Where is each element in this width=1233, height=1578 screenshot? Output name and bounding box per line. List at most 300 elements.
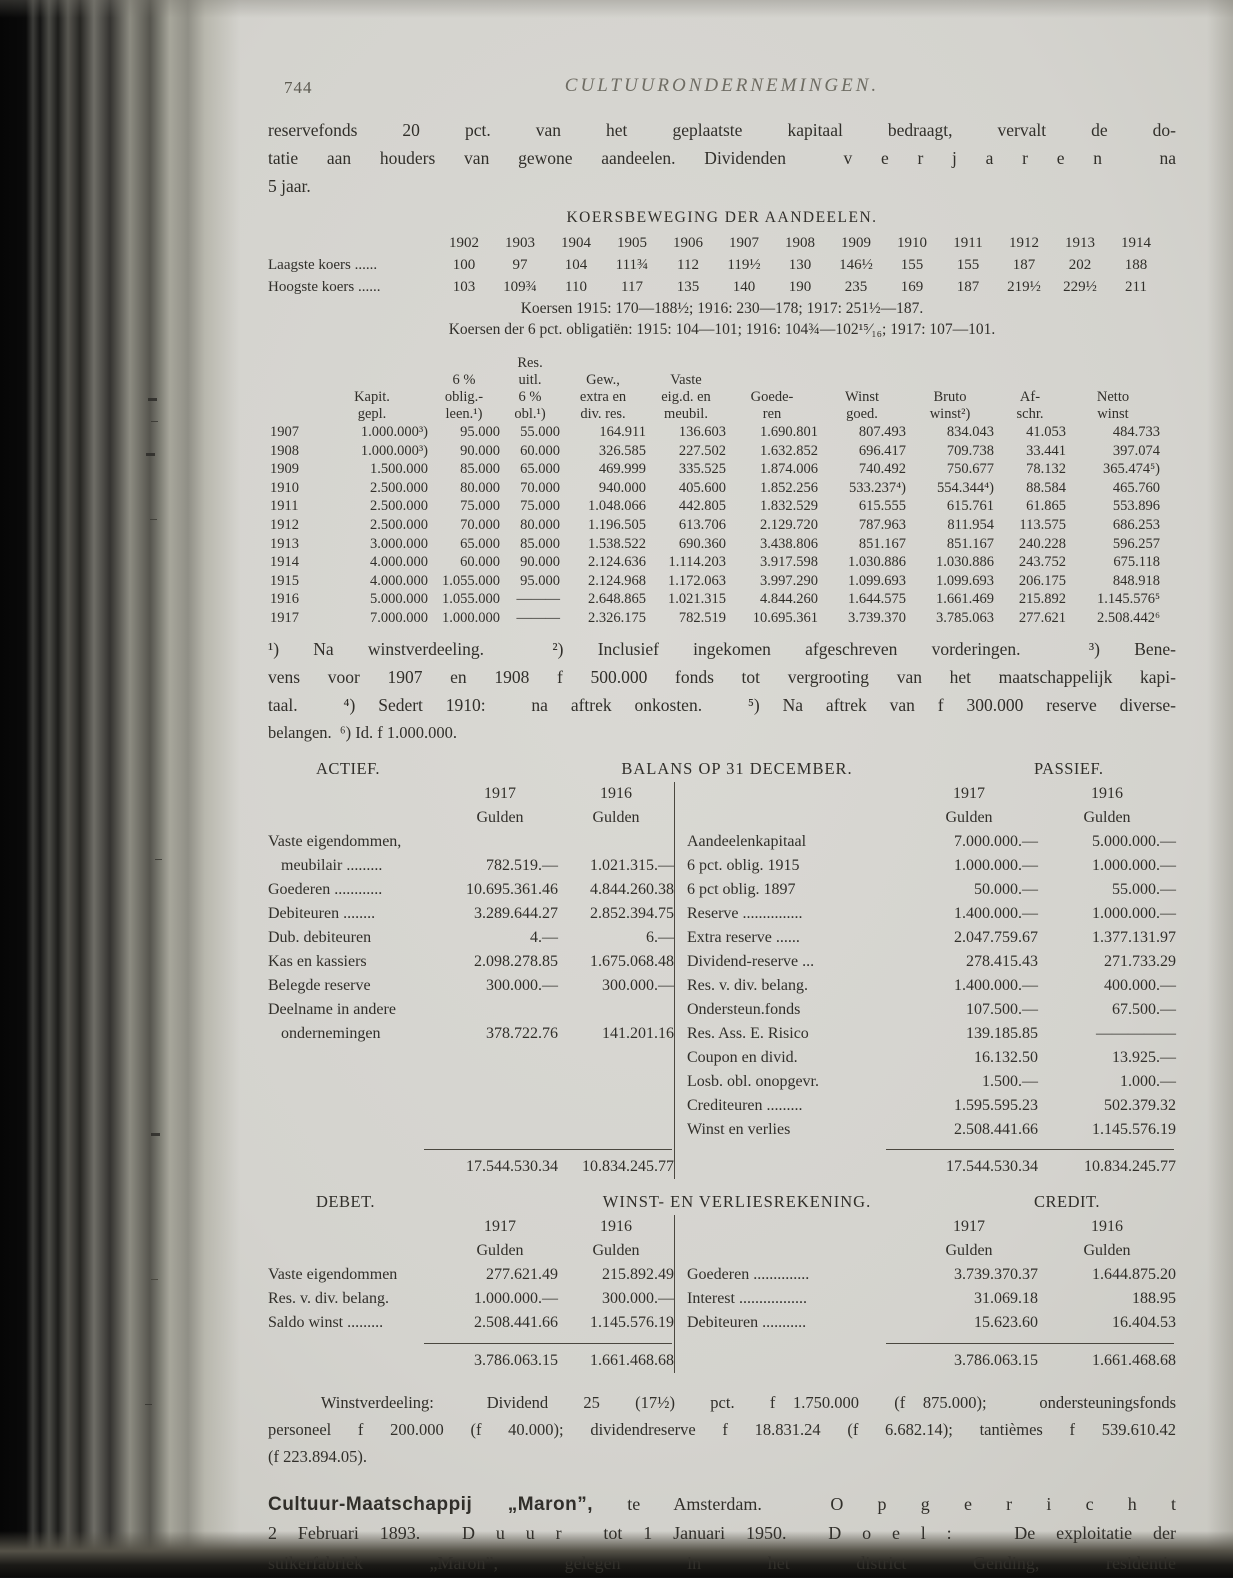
jaar-value: 615.761: [946, 498, 994, 515]
koers-year: 1909: [841, 235, 871, 251]
footnote-line: vens voor 1907 en 1908 f 500.000 fonds tot vergrooting van het maatschappelijk kapi-: [268, 666, 1176, 687]
jaar-year-spacer: [268, 372, 316, 389]
jaar-value: 740.492: [858, 461, 906, 478]
balans-body: [268, 782, 1176, 1179]
koers-value: 109¾: [503, 279, 537, 295]
fin-value-1917: 1.000.000.—: [954, 856, 1038, 874]
jaar-value: 686.253: [1112, 516, 1160, 533]
fin-label: Ondersteun.fonds: [687, 1000, 801, 1018]
jaar-data-row: [268, 497, 1176, 516]
koers-year: 1905: [617, 235, 647, 251]
jaar-header-cell: leen.¹): [445, 406, 483, 422]
jaar-value: 2.648.865: [588, 591, 646, 608]
jaar-value: 1.690.801: [760, 424, 818, 440]
koers-value: 112: [677, 257, 699, 273]
rule-line: [886, 1343, 1174, 1344]
debet-year-header: [268, 1215, 674, 1239]
fin-label: Crediteuren .........: [687, 1096, 803, 1114]
jaar-value: 484.733: [1112, 424, 1160, 440]
jaar-value: 553.896: [1112, 498, 1160, 515]
jaar-header-cell: goed.: [846, 406, 878, 422]
jaar-value: 80.000: [520, 516, 560, 533]
fin-value-1916: 1.000.—: [1120, 1072, 1176, 1090]
fin-row: [268, 998, 674, 1022]
koers-value: 211: [1125, 279, 1147, 295]
credit-total-1917: 3.786.063.15: [954, 1351, 1038, 1369]
jaar-value: 2.326.175: [588, 609, 646, 626]
gulden-label: Gulden: [592, 808, 640, 826]
jaar-value: ———: [516, 609, 560, 626]
jaar-header-cell: ren: [762, 406, 782, 422]
fin-row: [687, 1287, 1176, 1311]
fin-row: [687, 926, 1176, 950]
fin-value: [442, 998, 558, 1022]
winstverdeeling-line: (f 223.894.05).: [268, 1446, 367, 1466]
jaar-value: 1.852.256: [760, 479, 818, 496]
fin-value-1916: 4.844.260.38: [590, 880, 674, 898]
jaar-value: 696.417: [858, 442, 906, 459]
jaar-header-cell: [906, 355, 994, 372]
jaar-header-cell: [906, 372, 994, 389]
actief-gulden-header: [268, 806, 674, 830]
jaar-value: 240.228: [1018, 535, 1066, 552]
fin-label: Debiteuren ...........: [687, 1313, 807, 1331]
scan-artifact-specks: [148, 398, 157, 401]
fin-value: [442, 830, 558, 854]
jaar-value: 95.000: [460, 424, 500, 440]
jaar-header-cell: Vaste: [670, 372, 702, 388]
koers-laagste-row: [268, 254, 1176, 276]
jaar-value: 90.000: [460, 442, 500, 459]
credit-total-1916: 1.661.468.68: [1092, 1351, 1176, 1369]
jaar-data-row: [268, 535, 1176, 554]
footnote-line: taal. ⁴) Sedert 1910: na aftrek onkosten. ⁵) Na aftrek van f 300.000 reserve diverse-: [268, 694, 1176, 715]
fin-value-1916: 300.000.—: [602, 1289, 674, 1307]
maron-line-2: 2 Februari 1893. D u u r tot 1 Januari 1950. D o e l : De exploitatie der: [268, 1523, 1176, 1544]
debet-total-row: [268, 1349, 674, 1373]
jaar-value: 807.493: [858, 424, 906, 440]
fin-label: Losb. obl. onopgevr.: [687, 1072, 819, 1090]
jaar-value: 1.114.203: [668, 554, 726, 571]
passief-col-1917: 1917: [953, 784, 985, 802]
jaar-value: 2.129.720: [760, 516, 818, 533]
jaar-header-cell: 6 %: [452, 372, 476, 388]
jaar-value: 397.074: [1112, 442, 1160, 459]
fin-label: ondernemingen: [281, 1024, 381, 1042]
fin-value-1916: 1.145.576.19: [590, 1313, 674, 1331]
jaar-value: 2.500.000: [370, 498, 428, 515]
debet-gulden-header: [268, 1239, 674, 1263]
passief-year-header: [687, 782, 1176, 806]
jaar-value: 4.844.260: [760, 591, 818, 608]
jaar-header-cell: [560, 355, 646, 372]
gulden-label: Gulden: [945, 808, 993, 826]
fin-row: [268, 1311, 674, 1335]
spacer: [687, 806, 900, 830]
intro-line: reservefonds 20 pct. van het geplaatste kapitaal bedraagt, vervalt de do-: [268, 120, 1176, 140]
koers-value: 235: [844, 279, 868, 295]
jaar-value: 1.172.063: [668, 572, 726, 589]
spacer: [687, 782, 900, 806]
fin-value-1916: 13.925.—: [1112, 1048, 1176, 1066]
fin-value-1917: 782.519.—: [486, 856, 558, 874]
fin-value-1916: 400.000.—: [1104, 976, 1176, 994]
jaar-year: 1912: [270, 516, 299, 533]
jaar-data-row: [268, 442, 1176, 461]
jaar-value: 3.997.290: [760, 572, 818, 589]
koers-row-label: Laagste koers ......: [268, 257, 378, 273]
fin-row: [687, 950, 1176, 974]
jaar-value: 2.500.000: [370, 479, 428, 496]
wv-titles: [268, 1192, 1176, 1212]
footnote-line: belangen. ⁶) Id. f 1.000.000.: [268, 722, 458, 742]
winstverdeeling-paragraph: [268, 1389, 1176, 1470]
koers-table: [268, 232, 1176, 340]
jaar-value: 60.000: [460, 554, 500, 571]
jaar-value: 80.000: [460, 479, 500, 496]
fin-label: Interest .................: [687, 1289, 807, 1307]
jaar-header-cell: uitl.: [518, 372, 542, 388]
passief-total-1916: 10.834.245.77: [1084, 1157, 1176, 1175]
jaar-value: 787.963: [858, 516, 906, 533]
actief-column: [268, 782, 674, 1179]
jaar-value: 5.000.000: [370, 591, 428, 608]
jaar-year: 1911: [270, 498, 299, 515]
fin-value-1916: 141.201.16: [602, 1024, 674, 1042]
wv-body: [268, 1215, 1176, 1373]
passief-total-rule: [687, 1142, 1176, 1155]
jaar-header-cell: schr.: [1016, 406, 1044, 422]
fin-label: Debiteuren ........: [268, 904, 376, 922]
fin-value-1917: 1.595.595.23: [954, 1096, 1038, 1114]
jaar-year-spacer: [268, 406, 316, 423]
fin-value-1917: 3.739.370.37: [954, 1265, 1038, 1283]
jaar-header-cell: Af-: [1019, 389, 1041, 405]
fin-value-1917: 139.185.85: [966, 1024, 1038, 1042]
jaar-value: 940.000: [598, 479, 646, 496]
fin-row: [687, 1094, 1176, 1118]
gulden-label: Gulden: [592, 1241, 640, 1259]
fin-value-1917: 50.000.—: [974, 880, 1038, 898]
jaar-value: 3.917.598: [760, 554, 818, 571]
fin-row: [687, 1118, 1176, 1142]
jaar-value: 750.677: [946, 461, 994, 478]
jaar-value: 7.000.000: [370, 609, 428, 626]
jaar-value: 2.508.442⁶: [1096, 609, 1160, 626]
jaar-value: 113.575: [1019, 516, 1066, 533]
fin-value-1917: 1.000.000.—: [474, 1289, 558, 1307]
fin-value-1917: 31.069.18: [974, 1289, 1038, 1307]
fin-row: [687, 878, 1176, 902]
fin-label: Deelname in andere: [268, 1000, 396, 1018]
jaar-value: 3.739.370: [848, 609, 906, 626]
koers-value: 146½: [839, 257, 873, 273]
koers-value: 155: [900, 257, 924, 273]
koers-value: 219½: [1007, 279, 1041, 295]
fin-label: meubilair .........: [281, 856, 383, 874]
fin-value-1916: 1.021.315.—: [590, 856, 674, 874]
jaar-value: 65.000: [460, 535, 500, 552]
credit-column: [675, 1215, 1176, 1373]
fin-row: [687, 1263, 1176, 1287]
koers-years-row: [268, 232, 1176, 254]
fin-value-1917: 1.400.000.—: [954, 904, 1038, 922]
table-footnotes: [268, 635, 1176, 746]
fin-row: [687, 1070, 1176, 1094]
jaar-value: 136.603: [678, 424, 726, 440]
fin-value-1916: 1.000.000.—: [1092, 904, 1176, 922]
jaar-data-row: [268, 609, 1176, 628]
jaar-value: 164.911: [599, 424, 646, 440]
jaar-value: 215.892: [1018, 591, 1066, 608]
actief-total-rule: [268, 1142, 674, 1155]
koers-year: 1910: [897, 235, 927, 251]
passief-col-1916: 1916: [1091, 784, 1123, 802]
jaar-data-row: [268, 553, 1176, 572]
actief-col-1917: 1917: [484, 784, 516, 802]
jaar-header-cell: [818, 355, 906, 372]
jaar-value: 3.000.000: [370, 535, 428, 552]
spacer: [268, 1215, 442, 1239]
koers-section-title: KOERSBEWEGING DER AANDEELEN.: [566, 209, 878, 226]
fin-value-1917: 278.415.43: [966, 952, 1038, 970]
fin-value-1916: 16.404.53: [1112, 1313, 1176, 1331]
fin-label: Winst en verlies: [687, 1120, 791, 1138]
fin-value-1916: 1.377.131.97: [1092, 928, 1176, 946]
koers-label-spacer: [268, 232, 436, 254]
actief-col-1916: 1916: [600, 784, 632, 802]
jaar-value: 243.752: [1018, 554, 1066, 571]
footnote-line: ¹) Na winstverdeeling. ²) Inclusief ingekomen afgeschreven vorderingen. ³) Bene-: [268, 638, 1176, 659]
fin-value: [558, 998, 674, 1022]
jaar-value: 65.000: [520, 461, 560, 478]
fin-label: Aandeelenkapitaal: [687, 832, 807, 850]
koers-value: 110: [565, 279, 587, 295]
credit-col-1917: 1917: [953, 1217, 985, 1235]
balans-titles: [268, 759, 1176, 779]
actief-year-header: [268, 782, 674, 806]
jaar-value: 277.621: [1018, 609, 1066, 626]
fin-row: [687, 998, 1176, 1022]
jaar-value: 1.632.852: [760, 442, 818, 459]
debet-col-1916: 1916: [600, 1217, 632, 1235]
fin-row: [268, 1022, 674, 1046]
winstverdeeling-line: Winstverdeeling: Dividend 25 (17½) pct. f 1.750.000 (f 875.000); ondersteuningsfonds: [268, 1392, 1177, 1412]
debet-rows: [268, 1263, 674, 1336]
fin-row: [687, 1022, 1176, 1046]
credit-total-rule: [687, 1336, 1176, 1349]
fin-label: Vaste eigendommen,: [268, 832, 402, 850]
koers-year: 1911: [953, 235, 983, 251]
fin-value-1916: 1.000.000.—: [1092, 856, 1176, 874]
koers-year: 1902: [449, 235, 479, 251]
jaar-year: 1915: [270, 572, 299, 589]
jaar-value: 1.500.000: [370, 461, 428, 478]
fin-value-1917: 2.098.278.85: [474, 952, 558, 970]
jaar-value: 533.237⁴): [848, 479, 906, 496]
gulden-label: Gulden: [476, 1241, 524, 1259]
fin-value-1917: 1.500.—: [982, 1072, 1038, 1090]
spacer: [268, 806, 442, 830]
jaar-value: 4.000.000: [370, 554, 428, 571]
jaar-header-cell: winst: [1097, 406, 1129, 422]
debet-total-rule: [268, 1336, 674, 1349]
fin-row: [687, 902, 1176, 926]
jaar-header-cell: [646, 355, 726, 372]
jaar-value: 326.585: [598, 442, 646, 459]
fin-value-1917: 15.623.60: [974, 1313, 1038, 1331]
jaar-header-cell: extra en: [579, 389, 627, 405]
jaar-value: 3.438.806: [760, 535, 818, 552]
fin-value-1916: 502.379.32: [1104, 1096, 1176, 1114]
jaar-value: 851.167: [946, 535, 994, 552]
jaar-value: 1.030.886: [936, 554, 994, 571]
maron-line-1: [268, 1490, 1176, 1520]
fin-value-1916: —————: [1096, 1024, 1176, 1042]
jaar-header-cell: div. res.: [580, 406, 626, 422]
passief-heading: PASSIEF.: [1034, 758, 1104, 778]
spacer: [268, 1155, 442, 1179]
jaar-header-cell: Bruto: [933, 389, 967, 405]
koers-value: 229½: [1063, 279, 1097, 295]
jaar-value: 2.500.000: [370, 516, 428, 533]
jaar-data-row: [268, 460, 1176, 479]
koers-value: 202: [1068, 257, 1092, 273]
fin-value-1916: 1.644.875.20: [1092, 1265, 1176, 1283]
jaar-value: ———: [516, 591, 560, 608]
koers-hoogste-row: [268, 276, 1176, 298]
passief-gulden-header: [687, 806, 1176, 830]
jaar-value: 75.000: [520, 498, 560, 515]
jaar-year-spacer: [268, 355, 316, 372]
maron-line-3: suikerfabriek „Maron”, gelegen in het district Gending, residentie: [268, 1552, 1176, 1573]
intro-line: tatie aan houders van gewone aandeelen. Dividenden v e r j a r e n na: [268, 148, 1176, 168]
koers-year: 1913: [1065, 235, 1095, 251]
spacer: [687, 1155, 900, 1179]
jaar-header-cell: Goede-: [750, 389, 794, 405]
jaar-value: 1.099.693: [936, 572, 994, 589]
actief-heading: ACTIEF.: [316, 758, 381, 778]
jaar-header-cell: [316, 372, 428, 389]
winstverdeeling-line: personeel f 200.000 (f 40.000); dividendreserve f 18.831.24 (f 6.682.14); tantièmes f 539.610.42: [268, 1419, 1176, 1439]
fin-value-1916: 55.000.—: [1112, 880, 1176, 898]
fin-value: [558, 830, 674, 854]
jaar-value: 3.785.063: [936, 609, 994, 626]
debet-column: [268, 1215, 674, 1373]
fin-value-1917: 16.132.50: [974, 1048, 1038, 1066]
intro-line: 5 jaar.: [268, 176, 311, 196]
page-header: [268, 72, 1176, 108]
fin-row: [687, 830, 1176, 854]
jaar-header-cell: 6 %: [518, 389, 542, 405]
jaar-value: 41.053: [1026, 424, 1066, 440]
jaar-value: 85.000: [460, 461, 500, 478]
koers-year: 1912: [1009, 235, 1039, 251]
wv-heading: WINST- EN VERLIESREKENING.: [602, 1191, 872, 1211]
jaar-value: 70.000: [520, 479, 560, 496]
gulden-label: Gulden: [1083, 1241, 1131, 1259]
jaar-header-cell: Gew.,: [586, 372, 620, 388]
jaar-data-row: [268, 423, 1176, 442]
koers-value: 100: [452, 257, 476, 273]
spacer: [687, 1349, 900, 1373]
jaar-header-cell: [994, 355, 1066, 372]
fin-value-1917: 1.400.000.—: [954, 976, 1038, 994]
fin-value-1917: 277.621.49: [486, 1265, 558, 1283]
jaar-value: 206.175: [1018, 572, 1066, 589]
fin-row: [687, 974, 1176, 998]
jaar-header-cell: meubil.: [664, 406, 708, 422]
jaar-value: 469.999: [598, 461, 646, 478]
jaar-value: 2.124.636: [588, 554, 646, 571]
spacer: [687, 1239, 900, 1263]
koers-year: 1906: [673, 235, 703, 251]
koers-year: 1903: [505, 235, 535, 251]
jaar-value: 1.832.529: [760, 498, 818, 515]
koersen-1915-1917-line: Koersen 1915: 170—188½; 1916: 230—178; 1917: 251½—187.: [520, 300, 924, 317]
jaar-header-row: [268, 355, 1176, 372]
jaar-value: 78.132: [1026, 461, 1066, 478]
spacer: [268, 1239, 442, 1263]
fin-value-1916: 1.675.068.48: [590, 952, 674, 970]
jaar-value: 4.000.000: [370, 572, 428, 589]
fin-value-1916: 300.000.—: [602, 976, 674, 994]
spacer: [268, 782, 442, 806]
jaar-value: 61.865: [1026, 498, 1066, 515]
fin-label: Coupon en divid.: [687, 1048, 798, 1066]
debet-col-1917: 1917: [484, 1217, 516, 1235]
koers-year: 1904: [561, 235, 591, 251]
fin-label: Vaste eigendommen: [268, 1265, 398, 1283]
koers-value: 119½: [727, 257, 761, 273]
passief-column: [675, 782, 1176, 1179]
jaar-year: 1907: [270, 424, 299, 440]
rule-line: [424, 1149, 672, 1150]
koers-value: 187: [956, 279, 980, 295]
koers-value: 130: [788, 257, 812, 273]
jaar-value: 1.196.505: [588, 516, 646, 533]
fin-label: 6 pct oblig. 1897: [687, 880, 796, 898]
koers-value: 187: [1012, 257, 1036, 273]
jaar-header-cell: [1066, 355, 1160, 372]
maron-paragraph: [268, 1490, 1176, 1578]
jaar-value: 95.000: [520, 572, 560, 589]
debet-heading: DEBET.: [316, 1191, 376, 1211]
fin-value-1917: 7.000.000.—: [954, 832, 1038, 850]
debet-total-1916: 1.661.468.68: [590, 1351, 674, 1369]
jaar-data-row: [268, 516, 1176, 535]
company-name: Cultuur-Maatschappij „Maron”,: [268, 1493, 593, 1515]
jaar-header-cell: gepl.: [357, 406, 387, 422]
jaar-value: 709.738: [946, 442, 994, 459]
fin-value-1917: 2.508.441.66: [954, 1120, 1038, 1138]
fin-value-1917: 4.—: [530, 928, 558, 946]
jaar-value: 1.030.886: [848, 554, 906, 571]
jaar-value: 10.695.361: [752, 609, 818, 626]
jaar-value: 848.918: [1112, 572, 1160, 589]
fin-label: Res. v. div. belang.: [687, 976, 809, 994]
fin-value-1917: 107.500.—: [966, 1000, 1038, 1018]
fin-row: [687, 1311, 1176, 1335]
jaar-value: 851.167: [858, 535, 906, 552]
fin-label: Dividend-reserve ...: [687, 952, 815, 970]
jaar-header-cell: [1066, 372, 1160, 389]
actief-rows: [268, 830, 674, 1142]
jaar-value: 442.805: [678, 498, 726, 515]
jaar-value: 60.000: [520, 442, 560, 459]
jaar-data-row: [268, 572, 1176, 591]
jaar-header-cell: [726, 372, 818, 389]
